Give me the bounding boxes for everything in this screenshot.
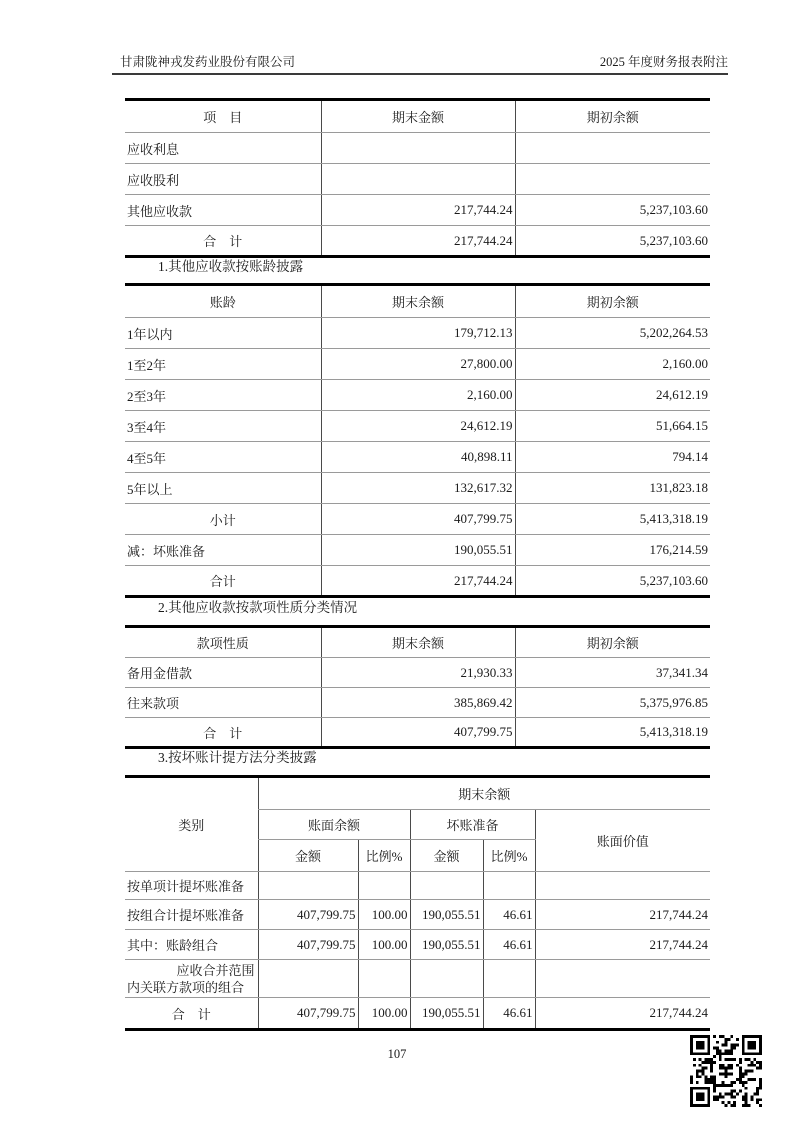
row-label: 5年以上 — [125, 473, 321, 504]
amount-cell: 5,413,318.19 — [515, 718, 710, 748]
table-row — [125, 380, 710, 411]
ratio-cell: 100.00 — [358, 930, 410, 960]
col-header-bad-debt: 坏账准备 — [410, 810, 535, 840]
company-name: 甘肃陇神戎发药业股份有限公司 — [120, 55, 296, 69]
row-label: 其中：账龄组合 — [125, 930, 258, 960]
row-label: 按组合计提坏账准备 — [125, 900, 258, 930]
table-header-row — [125, 100, 710, 133]
amount-cell: 407,799.75 — [258, 930, 358, 960]
col-header-beginning: 期初余额 — [515, 627, 710, 658]
row-label: 合 计 — [203, 234, 243, 249]
amount-cell — [258, 872, 358, 900]
table-total-row — [125, 998, 710, 1030]
col-header-aging: 账龄 — [125, 285, 321, 318]
qr-code-icon — [690, 1035, 762, 1107]
amount-cell: 21,930.33 — [321, 658, 515, 688]
amount-cell: 217,744.24 — [321, 566, 515, 597]
table-row — [125, 688, 710, 718]
amount-cell: 5,237,103.60 — [515, 195, 710, 226]
amount-cell: 5,237,103.60 — [515, 226, 710, 257]
col-header-ratio: 比例% — [483, 840, 535, 872]
section-title-nature: 2.其他应收款按款项性质分类情况 — [158, 600, 358, 615]
table-nature — [125, 625, 710, 749]
section-title-aging: 1.其他应收款按账龄披露 — [158, 259, 304, 274]
table-row — [125, 195, 710, 226]
amount-cell — [410, 960, 483, 998]
row-label: 小计 — [125, 504, 321, 535]
col-header-amount: 金额 — [258, 840, 358, 872]
ratio-cell — [358, 960, 410, 998]
table-row — [125, 318, 710, 349]
table-aging — [125, 283, 710, 598]
col-header-ratio: 比例% — [358, 840, 410, 872]
amount-cell: 179,712.13 — [321, 318, 515, 349]
table-total-row — [125, 226, 710, 257]
row-label: 备用金借款 — [125, 658, 321, 688]
amount-cell — [410, 872, 483, 900]
col-header-book-balance: 账面余额 — [258, 810, 410, 840]
amount-cell: 131,823.18 — [515, 473, 710, 504]
table-row — [125, 442, 710, 473]
amount-cell: 176,214.59 — [515, 535, 710, 566]
amount-cell — [535, 872, 710, 900]
col-header-beginning: 期初余额 — [515, 285, 710, 318]
ratio-cell: 46.61 — [483, 930, 535, 960]
table-header-row — [125, 627, 710, 658]
amount-cell: 37,341.34 — [515, 658, 710, 688]
amount-cell: 51,664.15 — [515, 411, 710, 442]
page-number: 107 — [387, 1047, 407, 1061]
amount-cell: 27,800.00 — [321, 349, 515, 380]
row-label: 合 计 — [203, 725, 243, 741]
row-label — [125, 960, 258, 998]
ratio-cell: 46.61 — [483, 998, 535, 1030]
col-header-book-value: 账面价值 — [535, 810, 710, 872]
row-label: 其他应收款 — [125, 195, 321, 226]
table-row — [125, 658, 710, 688]
col-header-item: 项 目 — [125, 100, 321, 133]
table-row — [125, 133, 710, 164]
ratio-cell — [483, 872, 535, 900]
amount-cell: 217,744.24 — [535, 930, 710, 960]
row-label: 1至2年 — [125, 349, 321, 380]
amount-cell: 217,744.24 — [535, 900, 710, 930]
row-label: 4至5年 — [125, 442, 321, 473]
amount-cell: 40,898.11 — [321, 442, 515, 473]
section-title-provision-method: 3.按坏账计提方法分类披露 — [158, 750, 317, 765]
amount-cell — [515, 164, 710, 195]
table-header-row — [125, 285, 710, 318]
amount-cell: 5,202,264.53 — [515, 318, 710, 349]
ratio-cell: 100.00 — [358, 900, 410, 930]
table-header-row-1 — [125, 777, 710, 810]
row-label: 合计 — [209, 574, 236, 589]
amount-cell: 190,055.51 — [321, 535, 515, 566]
page-header — [112, 54, 728, 70]
ratio-cell: 46.61 — [483, 900, 535, 930]
table-total-row — [125, 566, 710, 597]
table-subtotal-row — [125, 504, 710, 535]
amount-cell: 24,612.19 — [321, 411, 515, 442]
amount-cell: 794.14 — [515, 442, 710, 473]
amount-cell: 2,160.00 — [321, 380, 515, 411]
amount-cell: 190,055.51 — [410, 900, 483, 930]
amount-cell — [321, 164, 515, 195]
amount-cell: 407,799.75 — [321, 718, 515, 748]
col-header-beginning: 期初余额 — [515, 100, 710, 133]
ratio-cell — [483, 960, 535, 998]
amount-cell: 407,799.75 — [258, 900, 358, 930]
row-label-line1: 应收合并范围 — [176, 962, 255, 978]
table-total-row — [125, 718, 710, 748]
row-label: 2至3年 — [125, 380, 321, 411]
amount-cell — [535, 960, 710, 998]
table-receivables-summary — [125, 98, 710, 258]
table-row — [125, 473, 710, 504]
table-row — [125, 900, 710, 930]
amount-cell: 5,413,318.19 — [515, 504, 710, 535]
table-row — [125, 930, 710, 960]
amount-cell: 190,055.51 — [410, 998, 483, 1030]
col-header-category: 类别 — [125, 777, 258, 872]
table-row — [125, 535, 710, 566]
amount-cell: 24,612.19 — [515, 380, 710, 411]
col-header-nature: 款项性质 — [125, 627, 321, 658]
table-row — [125, 872, 710, 900]
table-row — [125, 164, 710, 195]
amount-cell — [515, 133, 710, 164]
amount-cell — [321, 133, 515, 164]
row-label: 合 计 — [171, 1006, 211, 1022]
ratio-cell: 100.00 — [358, 998, 410, 1030]
row-label: 往来款项 — [125, 688, 321, 718]
ratio-cell — [358, 872, 410, 900]
table-provision — [125, 775, 710, 1031]
table-row — [125, 411, 710, 442]
amount-cell: 217,744.24 — [321, 226, 515, 257]
report-title: 2025 年度财务报表附注 — [599, 55, 728, 69]
row-label: 应收股利 — [125, 164, 321, 195]
table-row — [125, 960, 710, 998]
amount-cell — [258, 960, 358, 998]
amount-cell: 217,744.24 — [535, 998, 710, 1030]
col-header-amount: 金额 — [410, 840, 483, 872]
amount-cell: 5,237,103.60 — [515, 566, 710, 597]
amount-cell: 5,375,976.85 — [515, 688, 710, 718]
row-label: 按单项计提坏账准备 — [125, 872, 258, 900]
header-divider — [112, 73, 728, 75]
row-label: 应收利息 — [125, 133, 321, 164]
amount-cell: 217,744.24 — [321, 195, 515, 226]
col-header-ending: 期末余额 — [321, 627, 515, 658]
amount-cell: 407,799.75 — [321, 504, 515, 535]
amount-cell: 190,055.51 — [410, 930, 483, 960]
row-label-line2: 内关联方款项的组合 — [127, 979, 245, 995]
amount-cell: 385,869.42 — [321, 688, 515, 718]
col-header-ending: 期末余额 — [321, 285, 515, 318]
col-header-ending: 期末金额 — [321, 100, 515, 133]
amount-cell: 2,160.00 — [515, 349, 710, 380]
amount-cell: 407,799.75 — [258, 998, 358, 1030]
amount-cell: 132,617.32 — [321, 473, 515, 504]
table-row — [125, 349, 710, 380]
row-label: 3至4年 — [125, 411, 321, 442]
row-label: 减：坏账准备 — [125, 535, 321, 566]
row-label: 1年以内 — [125, 318, 321, 349]
col-header-ending-balance: 期末余额 — [258, 777, 710, 810]
